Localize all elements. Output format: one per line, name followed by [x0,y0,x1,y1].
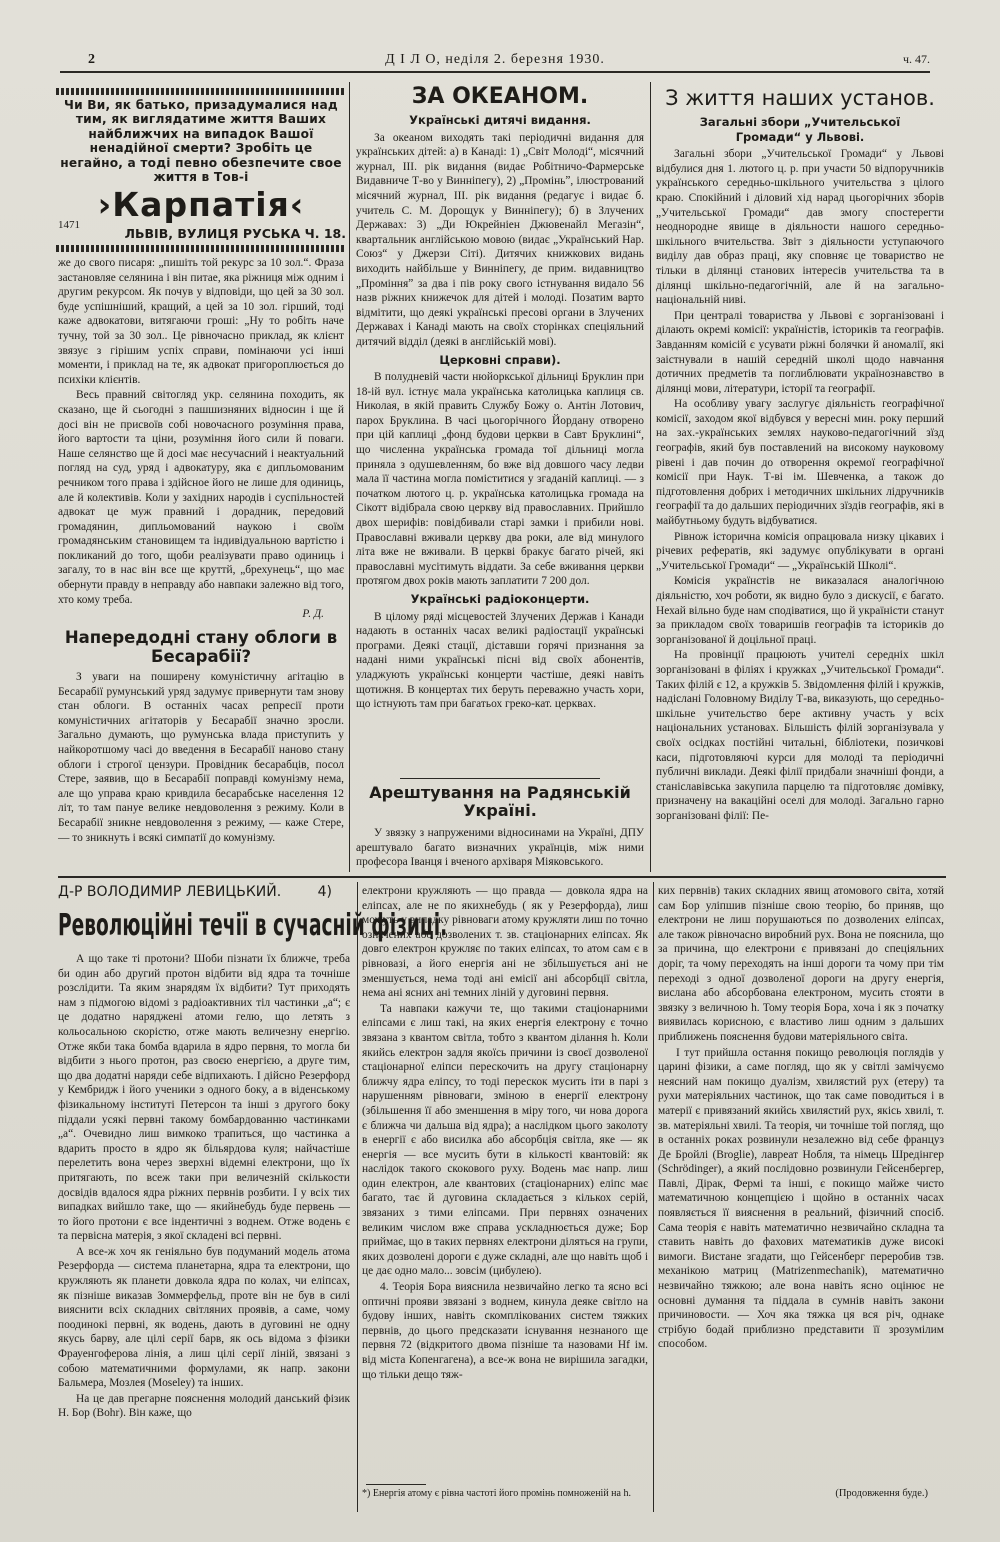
physics-column-2 [362,884,648,1480]
article-arrests [356,784,644,874]
paragraph: На провінції працюють учителі середніх шкіл зорганізовані в філіях і кружках „Учительської Громади“. Таких філій є 12, а кружків 5. Звідомлення філій і кружків, надіслані Головному Виділу Т-ва, виказують, що середньо-шкільне учительство бере активну участь у всіх національних установах. Більшість філій зорганізувала у своїх осідках постійні читальні, бібліотеки, позичкові каси, підготовляючі курси для молоді та періодичні публичні виклади. Деякі філії придбали значніші фонди, а станіславівська закупила парцелю та підготовляє домівку, призначену на вакаційні оселі для молоді. Загально гарно зорганізовані філії: Пе- [656,649,944,822]
column-divider [349,82,350,872]
paragraph: електрони кружляють — що правда — довкола ядра на еліпсах, але не по якихнебудь ( як у Резерфорда), лиш можуть у випадку рівноваги атому кружляти лиш по точно означених або дозволених т. зв. стаціонарних еліпсах. Як довго електрон кружляє по таких еліпсах, то атом сам є в рівновазі, а його енергія ані не збільшується ані не зменшується, нема тоді ані емісії ані абсорбції світла, нема ані ясних ані темних ліній у дуговині первня. [362,885,648,1000]
physics-footnote: *) Енергія атому є рівна частоті його промінь помноженій на h. [362,1488,631,1499]
paragraph: На особливу увагу заслугує діяльність географічної комісії, заходом якої відбувся у вересні мин. року перший на зах.-українських землях науково-педагогічний зїзд географів, який був поставлений на високому науковому рівені і дав почин до отворення окремої географічної комісії при Наук. Т-ві ім. Шевченка, а також до підготовлення добрих і методичних шкільних лідручників географії та до дальших періодичних зїздів географів, які в майбутньому будуть відбуватися. [656,398,944,528]
article-divider [400,778,600,779]
paragraph: Загальні збори „Учительської Громади“ у Львові відбулися дня 1. лютого ц. р. при участи 50 відпоручників українського середньо-шкільного учительства з цілого краю. Спокійний і діловий хід нарад цьогорічних зборів „Учительської Громади“ дав змогу спостерегти неоднородне явище в діяльности нашого середньо-шкільного вчительства. Звіт з діяльности уступаючого виділу дав образ праці, яку сповняє це товариство не тільки в ділянці станових інтересів учительства та в ділянці шкільно-педагогічній, але й на загально-національній ниві. [656,148,944,307]
footnote-rule [366,1484,426,1485]
ad-border [56,245,346,252]
paragraph: На це дав прегарне пояснення молодий данський фізик Н. Бор (Bohr). Він каже, що [58,1392,350,1420]
arrests-text: У звязку з напруженими відносинами на Україні, ДПУ арештувало багато визначних українців, між ними професора Іванця і вченого архіваря Міяковського. [356,827,644,869]
paragraph: А що таке ті протони? Шоби пізнати їх ближче, треба би один або другий протон відбити від ядра та точніше розслідити. Та яким знарядям їх відбити? Тут приходять нам з підмогою відомі з радіоактивних тіл частинки „а“; є це додатно наряджені атоми гелю, що летять з кольосальною скорістю, отже мають величезну енергію. Отже якби така бомба вдарила в ядро первня, то могла би відбити з нього протон, раз своєю енергією, а друге тим, що два додатні наряди себе відпихають. І дійсно Резерфорд у Кембридж і його ученики з одного боку, а в віденському фізикальному інституті Петерсон та інші з другого боку піддали усякі первні такому бомбардованню частинками „а“. Очевидно лиш вимкоко трапиться, що частинка а вдарить просто в ядро як більярдова куля; найчастіше перелетить вона через зверхні відемні електрони, що їх притягають, по всеж таки при величезній скількости досвідів вдалося ядра ріжних первнів розбити. І у всіх тих випадках вийшло таке, що — якийнебудь буде первень — то його протони є все індентичні з воднем. Отже водень є та первісна матерія, з якої складені всі первні. [58,953,350,1243]
continued-note: (Продовження буде.) [835,1488,928,1499]
institutions-subtitle: Загальні збори „Учительської Громади“ у Львові. [699,115,901,144]
masthead-line: Д І Л О, неділя 2. березня 1930. [385,52,605,67]
paragraph: же до свого писаря: „пишіть той рекурс за 10 зол.“. Фраза застановляе селянина і він питае, яка ріжниця між одним і другим рекурсом. Як почув у відповіди, що цей за 30 зол. буде успішніший, кращий, а цей за 10 зол. гірший, тоді каже адвокатови, витягаючи гроші: „Ну то робіть наче тучну, той за 30 зол.. Це рівночасно приклад, як клієнт звязує з гірішим успіх справи, помінаючи усі інші моменти, і приклад на те, як адвокат пригороплюється до психіки клієнтів. [58,257,344,386]
author-name: Д-Р ВОЛОДИМИР ЛЕВИЦЬКИЙ. [58,884,282,900]
paragraph: В полудневій части нюйоркської дільниці Бруклин при 18-ій вул. істнує мала українська католицька каплиця св. Николая, в якій править Службу Божу о. Антін Лотович, парох Бруклина. В часі цьогорічного Йордану отворено при цій каплиці „фонд будови церкви в Савт Бруклині“, що численна українська громада тої дільниці могла приняла з одушевленням, бо вже від довшого часу ледви мала її частина могла поміститися у згаданій каплиці. — з початком лютого ц. р. українська католицька громада на Сікотт відібрала свою церкву від православних. Прийшло двох шерифів: повідбивали старі замки і прибили нові. Православні вживали церкву два роки, але від минулого літа вже не вживали. В церкві бракує багато річей, які православні мусітимуть віддати. За себе вживання церкви протягом двох років мають заплатити 7 200 дол. [356,371,644,588]
article-institutions [656,84,944,874]
physics-column-1 [58,952,350,1514]
issue-number: ч. 47. [902,52,930,66]
ocean-title: ЗА ОКЕАНОМ. [411,84,589,109]
part-number: 4) [317,884,332,900]
ocean-subhead: Українські дитячі видання. [409,113,591,127]
paragraph: Рівнож історична комісія опрацювала низку цікавих і річевих рефератів, які задумує опублікувати в органі „Учительської Громади“ — „Українській Школі“. [656,530,944,572]
institutions-title: З життя наших установ. [665,86,935,110]
paragraph: Та навпаки кажучи те, що такими стаціонарними еліпсами є лиш такі, на яких енергія електрону є точно звязана з квантом світла, тобто з квантом ділання h. Коли якийсь електрон задля якоїсь причини із своєї дозволеної стаціонарної еліпси перескочить на другу стаціонарну ближчу ядра еліпсу, то тоді перескок мусить іти в парі з нарушенням рівноваги, зміною в енергії електрону (збільшення її або зменшення в міру того, чи нова дорога є ближча чи дальша від ядра); а наслідком цього заколоту в енергії є або висилка або абсорбція світла, яке — як енергія — все мусить бути в кількості квантовій: як наслідок такого скокового руху. Водень має напр. лиш один електрон, але квантових (стаціонарних) еліпс має багато, тає й дуговина складається з кількох серій, звязаних з тими еліпсами. При первнях означених великим числом вже справа ускладнюється дуже; Бор приймає, що в таких первнях електрони діляться на групи, яких дозволені дороги є дуже складні, але що навіть щоб і це дає одно мало... зовсім (цибулею). [362,1002,648,1278]
column-divider [357,882,358,1512]
page-number: 2 [88,52,95,67]
ad-brand: ›Карпатія‹ [97,185,305,225]
ad-border [56,88,346,95]
paragraph: При централі товариства у Львові є зорганізовані і ділають окремі комісії: україністів, істориків та географів. Завданням комісій є усувати ріжні болячки й аномалії, які заістнували в нашій середній школі щодо навчання дотичних предметів та поглиблювати українознавство в ділянці мови, літератури, історії та географії. [656,309,944,395]
header-rule [60,71,930,73]
article-signature: Р. Д. [302,608,324,620]
paragraph: Комісія українстів не виказалася аналогічною діяльністю, хоч роботи, як видно було з дискусії, є багато. Нехай вільно буде нам сподіватися, що й україністи станут за прикладом своїх товаришів географів та істориків до зорганізованої й доцільної праці. [656,575,944,646]
ocean-subhead: Українські радіоконцерти. [410,592,590,606]
paragraph: І тут прийшла остання покищо революція поглядів у царині фізики, а саме погляд, що як у світлі замічуємо неясний нам покищо дуалізм, хвилястий рух (етеру) та рухи матеріяльних частинок, що так саме поводиться і в матерії є привязаний якийсь хвилястий рух, якісь хвилі, т. зв. матеріяльні хвилі. Та теорія, чи точніше той погляд, що в останніх роках розвинули незалежно від себе француз Де Бройлі (Broglie), лавреат Нобля, та німець Шредінгер (Schrödinger), а який послідовно розвинули Гейсенбергер, Павлі, Дірак, Фермі та інші, є покищо майже чисто математичною концепцією і щойно в останніх часах появляється її вияснення в реальний, фізичний спосіб. Сама теорія є навіть математично незвичайно складна та ставить навіть до фахових математиків дуже високі вимоги. Вистане згадати, що Гейсенберг переробив тзв. механікою матриц (Matrizenmechanik), математично незвичайно тяжкою; але вона навіть ясно оцінює не основні думання та піддала в сумнів навіть закони причиновости. — Хоч яка тяжка ця вся річ, однаке стрібую бодай приблизно представити її зрозумілим способом. [658,1046,944,1351]
paragraph: За океаном виходять такі періодичні видання для українських дітей: а) в Канаді: 1) „Світ Молоді“, місячний журнал, III. рік видання (видає Робітничо-Фармерське Видавниче Т-во у Винніпегу), 2) „Проміньˮ, ілюстрований місячний журнал, III. рік видання (редагує і видає б. учитель С. М. Дорощук у Винніпегу); б) в Злучених Державах: 3) „Ди Юкрейніен Джювенайл Мегазін“, квартальник англійською мовою (видає „Український Нар. Союз“ у Джерзи Сіті). Дитячих книжкових видань виходить найбільше у Винніпегу, де прим. видавництво „Промінняˮ за два і пів року свого істнування видало 56 назв ріжних книжечок для дітей і молоді. Позатим варто відмітити, що деякі українські пресові органи в Злучених Державах і Канаді мають на своїх сторінках спеціяльний дитячий відділ (деякі в англійській мові). [356,131,644,348]
section-divider [58,876,946,878]
physics-author [58,884,348,900]
article-lawyers-continued [58,256,344,620]
arrests-title: Арештування на Радянській Україні. [369,784,631,820]
ocean-subhead: Церковні справи). [439,352,561,367]
column-divider [653,882,654,1512]
paragraph: Весь правний світогляд укр. селянина походить, як сказано, ще й сьогодні з пашшизняних відносин і ще й досі він не присвоїв собі новочасного розуміння права, його вартости та ціни, розуміння його сили й поваги. Наше селянство ще й досі має несучасний і неактуальний погляд на суд, уряд і адвокатуру, яка є дипльомованим речником того права і здійсное його не лише для одиниць, але й колективів. Коли у західних народів і суспільностей адвокат це муж правний і дорадник, передовий громадянин, дипльомований наукою і своїм громадянським становищем та індивідуальною вартістю і покликаний до того, щоби реалізувати право одиниць і загалу, то в нас він все ще круттй, „брехунець“, що має обернути правду в неправду або навпаки залежно від того, хто кому треба. [58,389,344,606]
paragraph: А все-ж хоч як геніяльно був подуманий модель атома Резерфорда — система планетарна, ядра та електрони, що кружляють як планети довкола ядра по колах, чи еліпсах, як пізніше виказав Зоммерфельд, проте він не був в силі вияснити всіх складних світляних проявів, а саме, чому поодинокі первні, як водень, дають в дуговині не одну якусь барву, але цілі серії барв, як ось відома з фізики Фрауенгоферова лінія, а лиш цілі серії ліній, звязані з собою математичними формулами, як напр. закони Бальмера, Мозлея (Moseley) та інших. [58,1245,350,1390]
column-divider [650,82,651,872]
physics-column-3 [658,884,944,1484]
bessarabia-title: Напередодні стану облоги в Бесарабії? [64,628,338,666]
insurance-ad [56,88,346,248]
ad-address: ЛЬВІВ, ВУЛИЦЯ РУСЬКА Ч. 18. [124,226,346,242]
ad-number: 1471 [58,219,80,231]
paragraph: ких первнів) таких складних явищ атомового світа, хотяй сам Бор уліпшив пізніше свою теорію, бо приняв, що електрони не лиш порушаються по дозволених еліпсах, але також рівночасно виробний рух. Вона не пояснила, що за причина, що електрони є привязані до спеціяльних доріг, та чому переходять на інші дороги та чому при тім переході з одної дозволеної дороги на другу енергія, вислана або абсорбована електроном, мусить стояти в звязку з величною h. Тому теорія Бора, хоча і як з початку виявилась корисною, є властиво лиш одним з дальших приближень пояснення будови матеріяльного світа. [658,885,944,1043]
article-bessarabia [58,628,344,874]
physics-title: Революційні течії в сучасній фізиці. [58,908,448,943]
ad-text: Чи Ви, як батько, призадумалися над тим, як виглядатиме життя Ваших найближчих на випадок Вашої ненадійної смерти? Зробіть це негайно, а тоді певно обезпечите свое життя в Тов-і [60,98,342,185]
page-header [60,52,930,70]
article-ocean [356,84,644,784]
paragraph: 4. Теорія Бора вияснила незвичайно легко та ясно всі оптичні прояви звязані з воднем, кинула деяке світло на будову інших, навіть скомплікованих систем тяжких первнів, до цього предсказати існування незнаного ще первня 72 (відкритого двома пізніше та назовами Hf ім. від міста Копенгагена), а все-ж вона не вирішила загадки, що тільки дещо тяж- [362,1281,648,1381]
bessarabia-text: З уваги на поширену комуністичну агітацію в Бесарабії румунський уряд задумує привернути там знову стан облоги. В останніх часах репресії проти комуністичних агітаторів у Бесарабії значно зросли. Загально думають, що румунська влада приступить у найкоротшому часі до введення в Бесарабії наново стану облоги і строгої цензури. Провідник бесарабців, посол Стере, заявив, що в Бесарабії поправді комунізму нема, але що управа краю кривдила бесарабське населення 12 літ, то там пануе велике невдоволення з режиму. Коли в Бесарабії зникне невдоволення з режиму, — каже Стере, — то зникнуть і всякі симпатії до комунізму. [58,671,344,844]
paragraph: В цілому ряді місцевостей Злучених Держав і Канади надають в останніх часах великі радіостації українські програми. Деякі стації, діставши горячі признання за надані ними українські пісні від своїх абонентів, уладжують українські концерти частіше, деякі навіть щотижня. В концертах тих беруть переважно участь хори, що істнують там при багатьох греко-кат. церквах. [356,610,644,711]
